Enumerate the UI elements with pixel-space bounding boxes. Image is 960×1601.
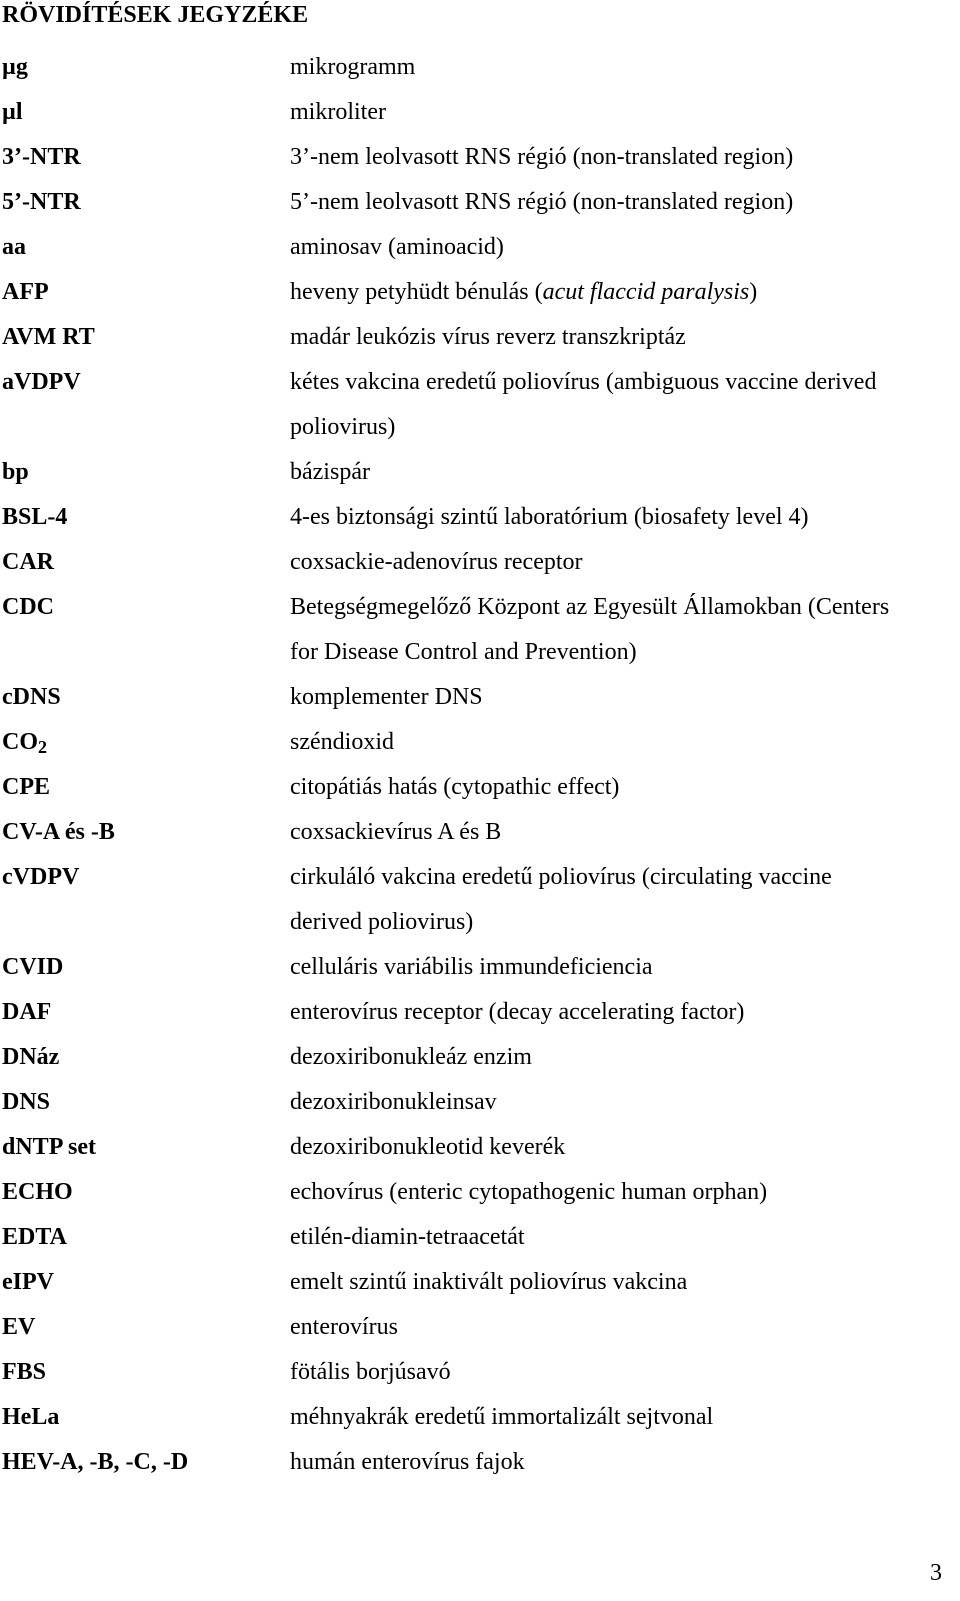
- abbreviation-entry: [0, 1125, 960, 1170]
- abbreviation-term: [0, 540, 290, 585]
- abbreviation-meaning: [290, 315, 940, 360]
- abbreviation-meaning: [290, 135, 940, 180]
- abbreviation-meaning: [290, 1125, 940, 1170]
- abbreviation-term-text: 5’-NTR: [2, 189, 81, 215]
- abbreviation-meaning-line: heveny petyhüdt bénulás (acut flaccid paralysis): [290, 279, 758, 305]
- abbreviation-meaning-line: dezoxiribonukleáz enzim: [290, 1044, 532, 1070]
- abbreviation-term-text: 3’-NTR: [2, 144, 81, 170]
- abbreviation-term-text: CVID: [2, 954, 64, 980]
- abbreviation-meaning-line: etilén-diamin-tetraacetát: [290, 1224, 525, 1250]
- abbreviation-entry: [0, 1080, 960, 1125]
- abbreviation-term-text: CAR: [2, 549, 54, 575]
- abbreviation-term-text: CDC: [2, 594, 54, 620]
- abbreviation-meaning-line: kétes vakcina eredetű poliovírus (ambiguous vaccine derived: [290, 369, 877, 395]
- abbreviation-entry: [0, 1215, 960, 1260]
- abbreviation-term-text: ECHO: [2, 1179, 73, 1205]
- abbreviation-meaning-line: mikrogramm: [290, 54, 416, 80]
- abbreviation-term-text: BSL-4: [2, 504, 68, 530]
- abbreviation-entry: [0, 585, 960, 675]
- abbreviation-term-text: cDNS: [2, 684, 61, 710]
- abbreviation-meaning: [290, 90, 940, 135]
- abbreviation-meaning-line: bázispár: [290, 459, 370, 485]
- abbreviation-entry: [0, 225, 960, 270]
- abbreviation-meaning-line: komplementer DNS: [290, 684, 483, 710]
- abbreviation-entry: [0, 765, 960, 810]
- abbreviation-term: [0, 1215, 290, 1260]
- abbreviation-term: [0, 1035, 290, 1080]
- abbreviation-term: [0, 450, 290, 495]
- abbreviation-term: [0, 1440, 290, 1485]
- abbreviation-meaning-line: citopátiás hatás (cytopathic effect): [290, 774, 620, 800]
- abbreviation-term: [0, 945, 290, 990]
- abbreviation-meaning: [290, 540, 940, 585]
- abbreviation-meaning: [290, 1080, 940, 1125]
- abbreviation-term-text: aVDPV: [2, 369, 81, 395]
- abbreviation-meaning-line: emelt szintű inaktivált poliovírus vakcina: [290, 1269, 688, 1295]
- abbreviation-meaning: [290, 45, 940, 90]
- abbreviation-term-text: DAF: [2, 999, 52, 1025]
- abbreviation-meaning-line: coxsackievírus A és B: [290, 819, 502, 845]
- abbreviation-meaning-line: poliovirus): [290, 414, 396, 440]
- abbreviation-term: [0, 1125, 290, 1170]
- abbreviation-meaning-line: 5’-nem leolvasott RNS régió (non-translated region): [290, 189, 794, 215]
- abbreviation-meaning: [290, 270, 940, 315]
- abbreviation-meaning: [290, 1440, 940, 1485]
- abbreviation-term: [0, 360, 290, 405]
- abbreviation-meaning: [290, 855, 940, 945]
- abbreviation-meaning-line: madár leukózis vírus reverz transzkriptáz: [290, 324, 686, 350]
- abbreviation-meaning-line: fötális borjúsavó: [290, 1359, 451, 1385]
- abbreviation-meaning: [290, 765, 940, 810]
- abbreviation-term-text: AFP: [2, 279, 49, 305]
- abbreviation-meaning-line: dezoxiribonukleotid keverék: [290, 1134, 566, 1160]
- abbreviation-term: [0, 810, 290, 855]
- abbreviation-term: [0, 90, 290, 135]
- abbreviation-term: [0, 270, 290, 315]
- abbreviation-entry: [0, 1170, 960, 1215]
- abbreviation-term: [0, 45, 290, 90]
- abbreviation-term: [0, 315, 290, 360]
- abbreviation-term: [0, 1395, 290, 1440]
- abbreviation-entry: [0, 810, 960, 855]
- abbreviation-entry: [0, 1260, 960, 1305]
- abbreviation-meaning-line: celluláris variábilis immundeficiencia: [290, 954, 653, 980]
- page-title: RÖVIDÍTÉSEK JEGYZÉKE: [2, 2, 309, 28]
- abbreviation-entry: [0, 945, 960, 990]
- abbreviation-meaning-line: enterovírus: [290, 1314, 398, 1340]
- abbreviation-meaning: [290, 720, 940, 765]
- abbreviation-term-text: CO: [2, 729, 38, 755]
- abbreviation-meaning: [290, 225, 940, 270]
- abbreviation-entry: [0, 1395, 960, 1440]
- abbreviation-meaning-line: mikroliter: [290, 99, 386, 125]
- abbreviation-meaning-line: coxsackie-adenovírus receptor: [290, 549, 583, 575]
- abbreviation-meaning: [290, 360, 940, 450]
- abbreviation-entry: [0, 1440, 960, 1485]
- abbreviation-meaning-line: 3’-nem leolvasott RNS régió (non-translated region): [290, 144, 794, 170]
- abbreviation-entry: [0, 90, 960, 135]
- abbreviation-meaning-line: Betegségmegelőző Központ az Egyesült Államokban (Centers: [290, 594, 890, 620]
- abbreviation-term: [0, 1350, 290, 1395]
- abbreviation-term: [0, 855, 290, 900]
- abbreviation-entry: [0, 675, 960, 720]
- abbreviation-term: [0, 225, 290, 270]
- abbreviation-entry: [0, 450, 960, 495]
- abbreviation-meaning-line: echovírus (enteric cytopathogenic human orphan): [290, 1179, 768, 1205]
- abbreviation-term: [0, 1305, 290, 1350]
- abbreviation-term: [0, 495, 290, 540]
- abbreviation-entry: [0, 135, 960, 180]
- abbreviation-term: [0, 720, 290, 765]
- abbreviation-term-text: HeLa: [2, 1404, 60, 1430]
- abbreviation-meaning: [290, 1350, 940, 1395]
- abbreviation-entry: [0, 990, 960, 1035]
- abbreviation-term: [0, 180, 290, 225]
- abbreviation-meaning: [290, 810, 940, 855]
- abbreviation-meaning: [290, 990, 940, 1035]
- abbreviation-meaning: [290, 1305, 940, 1350]
- abbreviation-term: [0, 585, 290, 630]
- abbreviation-entry: [0, 1035, 960, 1080]
- abbreviation-term-text: FBS: [2, 1359, 47, 1385]
- abbreviation-term: [0, 135, 290, 180]
- abbreviation-meaning: [290, 180, 940, 225]
- abbreviation-term-text: AVM RT: [2, 324, 95, 350]
- abbreviation-term-text: DNáz: [2, 1044, 60, 1070]
- abbreviation-term-text: µg: [2, 54, 28, 80]
- abbreviation-term: [0, 990, 290, 1035]
- abbreviation-meaning-line: széndioxid: [290, 729, 394, 755]
- abbreviation-term-text: aa: [2, 234, 26, 260]
- abbreviation-entry: [0, 1305, 960, 1350]
- abbreviation-term-text: eIPV: [2, 1269, 54, 1295]
- abbreviation-meaning-line: derived poliovirus): [290, 909, 474, 935]
- abbreviation-meaning-line: enterovírus receptor (decay accelerating factor): [290, 999, 745, 1025]
- abbreviation-term-text: CPE: [2, 774, 50, 800]
- abbreviation-term-text: CV-A és -B: [2, 819, 115, 845]
- abbreviation-term: [0, 1170, 290, 1215]
- abbreviation-meaning-line: aminosav (aminoacid): [290, 234, 504, 260]
- abbreviation-meaning: [290, 675, 940, 720]
- abbreviation-term-text: bp: [2, 459, 29, 485]
- abbreviation-term-text: EV: [2, 1314, 36, 1340]
- abbreviation-meaning: [290, 1260, 940, 1305]
- abbreviation-term: [0, 1080, 290, 1125]
- abbreviation-meaning: [290, 1215, 940, 1260]
- abbreviation-entry: [0, 495, 960, 540]
- abbreviation-term-text: DNS: [2, 1089, 51, 1115]
- abbreviation-entry: [0, 720, 960, 765]
- abbreviation-entry: [0, 855, 960, 945]
- abbreviation-entry: [0, 45, 960, 90]
- abbreviation-meaning: [290, 585, 940, 675]
- abbreviation-meaning: [290, 1035, 940, 1080]
- abbreviation-meaning-line: for Disease Control and Prevention): [290, 639, 637, 665]
- abbreviation-meaning: [290, 1395, 940, 1440]
- abbreviation-meaning: [290, 495, 940, 540]
- page-number: 3: [930, 1560, 942, 1586]
- abbreviation-term-text: EDTA: [2, 1224, 67, 1250]
- abbreviation-entry: [0, 270, 960, 315]
- abbreviation-entry: [0, 315, 960, 360]
- abbreviation-term-text: dNTP set: [2, 1134, 97, 1160]
- abbreviation-term-text: HEV-A, -B, -C, -D: [2, 1449, 189, 1475]
- abbreviation-entry: [0, 1350, 960, 1395]
- abbreviation-meaning-line: humán enterovírus fajok: [290, 1449, 525, 1475]
- abbreviation-term-text: µl: [2, 99, 23, 125]
- abbreviation-list: [0, 45, 960, 1485]
- abbreviation-meaning-line: 4-es biztonsági szintű laboratórium (biosafety level 4): [290, 504, 809, 530]
- abbreviation-subscript: 2: [38, 737, 47, 757]
- abbreviation-meaning-line: dezoxiribonukleinsav: [290, 1089, 497, 1115]
- abbreviation-term: [0, 675, 290, 720]
- abbreviation-entry: [0, 540, 960, 585]
- abbreviation-meaning-line: méhnyakrák eredetű immortalizált sejtvonal: [290, 1404, 714, 1430]
- abbreviation-term: [0, 765, 290, 810]
- abbreviation-entry: [0, 360, 960, 450]
- abbreviation-term: [0, 1260, 290, 1305]
- abbreviation-meaning-line: cirkuláló vakcina eredetű poliovírus (circulating vaccine: [290, 864, 832, 890]
- abbreviation-entry: [0, 180, 960, 225]
- abbreviation-meaning: [290, 1170, 940, 1215]
- abbreviation-meaning: [290, 450, 940, 495]
- abbreviation-term-text: cVDPV: [2, 864, 80, 890]
- abbreviation-meaning: [290, 945, 940, 990]
